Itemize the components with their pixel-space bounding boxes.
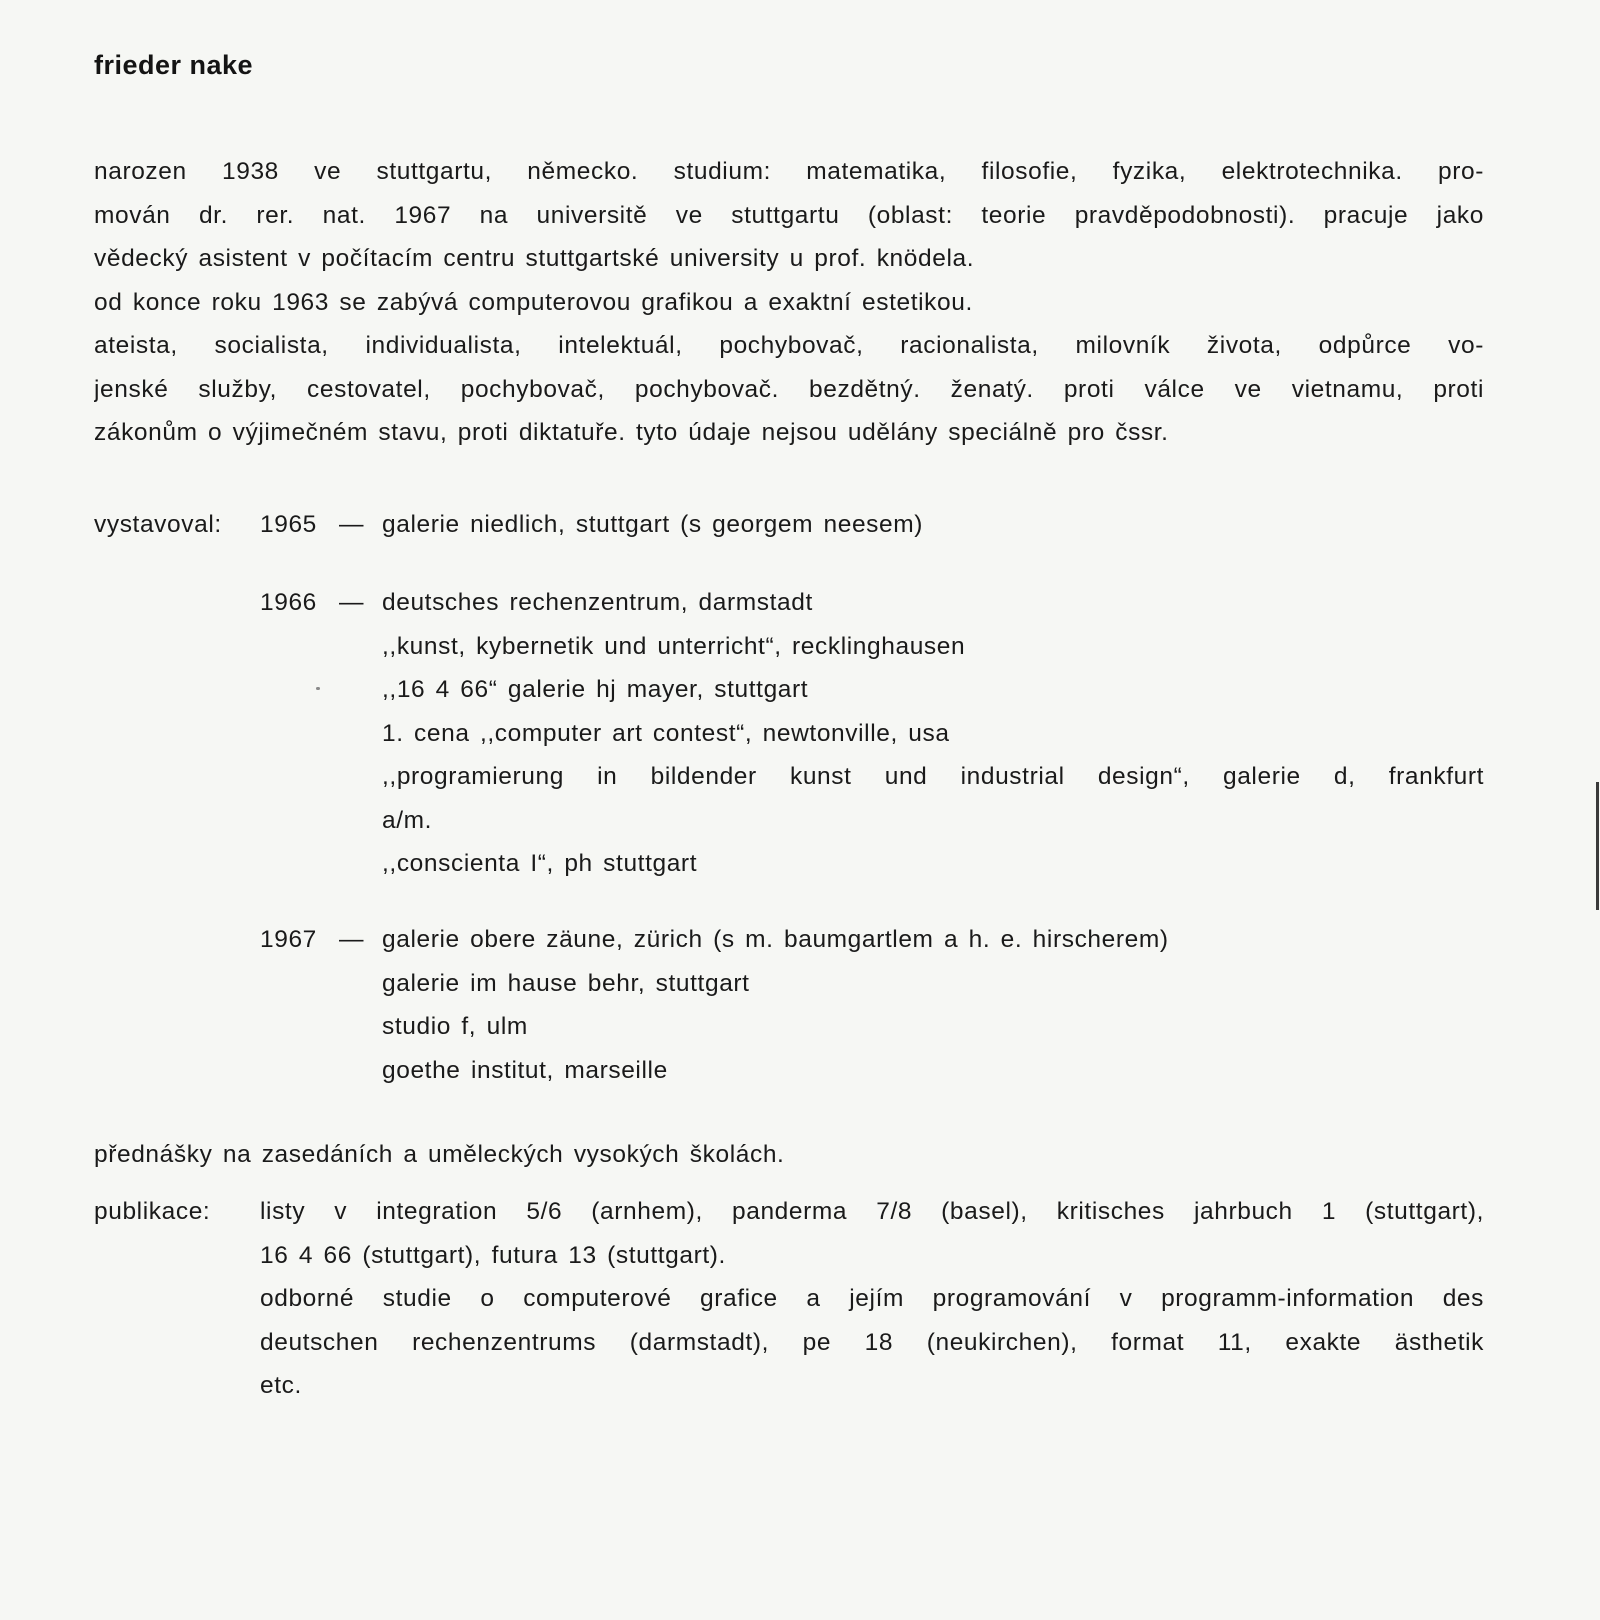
exhibition-year: 1966 <box>260 589 317 616</box>
bio-line: od konce roku 1963 se zabývá computerovou grafikou a exaktní estetikou. <box>94 288 973 316</box>
bio-line: jenské služby, cestovatel, pochybovač, pochybovač. bezdětný. ženatý. proti válce ve vietnamu, proti <box>94 375 1484 403</box>
publications-list <box>260 1190 1484 1408</box>
exhibition-row <box>94 625 1484 669</box>
exhibition-row <box>94 962 1484 1006</box>
exhibition-entry: deutsches rechenzentrum, darmstadt <box>382 589 813 616</box>
exhibition-entry: galerie obere zäune, zürich (s m. baumgartlem a h. e. hirscherem) <box>382 926 1169 953</box>
biography-paragraph <box>94 150 1484 455</box>
publications-label: publikace: <box>94 1198 211 1225</box>
exhibition-row <box>94 581 1484 625</box>
exhibition-row <box>94 1005 1484 1049</box>
exhibition-row <box>94 842 1484 886</box>
bio-line: zákonům o výjimečném stavu, proti diktatuře. tyto údaje nejsou udělány speciálně pro čssr. <box>94 419 1169 446</box>
publication-line: deutschen rechenzentrums (darmstadt), pe 18 (neukirchen), format 11, exakte ästhetik <box>260 1328 1484 1356</box>
bio-line: vědecký asistent v počítacím centru stuttgartské university u prof. knödela. <box>94 245 975 272</box>
page-title: frieder nake <box>94 50 254 80</box>
exhibition-entry: ,,programierung in bildender kunst und industrial design“, galerie d, frankfurt <box>382 763 1484 790</box>
publication-line: listy v integration 5/6 (arnhem), panderma 7/8 (basel), kritisches jahrbuch 1 (stuttgart), <box>260 1198 1484 1225</box>
exhibition-row <box>94 755 1484 799</box>
bio-line: ateista, socialista, individualista, intelektuál, pochybovač, racionalista, milovník života, odpůrce vo- <box>94 332 1484 359</box>
exhibition-row <box>94 503 1484 547</box>
exhibition-year-group <box>94 918 1484 1092</box>
year-dash: — <box>339 589 365 616</box>
exhibition-year: 1967 <box>260 926 317 953</box>
lectures-line: přednášky na zasedáních a uměleckých vysokých školách. <box>94 1141 785 1168</box>
exhibition-row <box>94 712 1484 756</box>
exhibition-year-group <box>94 503 1484 547</box>
exhibition-entry: ,,kunst, kybernetik und unterricht“, recklinghausen <box>382 632 966 660</box>
exhibition-entry: studio f, ulm <box>382 1013 528 1040</box>
publication-line: 16 4 66 (stuttgart), futura 13 (stuttgart). <box>260 1241 726 1269</box>
publication-line: odborné studie o computerové grafice a jejím programování v programm-information des <box>260 1285 1484 1312</box>
exhibition-entry: ,,conscienta I“, ph stuttgart <box>382 850 698 877</box>
scan-edge-line <box>1596 782 1599 910</box>
scan-speck <box>316 687 320 690</box>
exhibition-year-group <box>94 581 1484 886</box>
exhibition-row <box>94 668 1484 712</box>
exhibition-entry: galerie im hause behr, stuttgart <box>382 969 750 997</box>
year-dash: — <box>339 926 365 953</box>
exhibition-row <box>94 918 1484 962</box>
exhibition-entry: a/m. <box>382 806 433 834</box>
exhibition-entry: goethe institut, marseille <box>382 1056 668 1084</box>
bio-line: narozen 1938 ve stuttgartu, německo. studium: matematika, filosofie, fyzika, elektrotechnika. pro- <box>94 158 1484 185</box>
exhibition-entry: ,,16 4 66“ galerie hj mayer, stuttgart <box>382 676 809 703</box>
publication-line: etc. <box>260 1372 302 1399</box>
exhibitions-label: vystavoval: <box>94 511 222 538</box>
bio-line: mován dr. rer. nat. 1967 na universitě ve stuttgartu (oblast: teorie pravděpodobnosti). pracuje jako <box>94 201 1484 229</box>
exhibition-entry: galerie niedlich, stuttgart (s georgem neesem) <box>382 511 924 538</box>
exhibition-year: 1965 <box>260 511 317 538</box>
year-dash: — <box>339 511 365 538</box>
exhibition-entry: 1. cena ,,computer art contest“, newtonville, usa <box>382 719 950 747</box>
exhibition-row <box>94 1049 1484 1093</box>
exhibition-row <box>94 799 1484 843</box>
